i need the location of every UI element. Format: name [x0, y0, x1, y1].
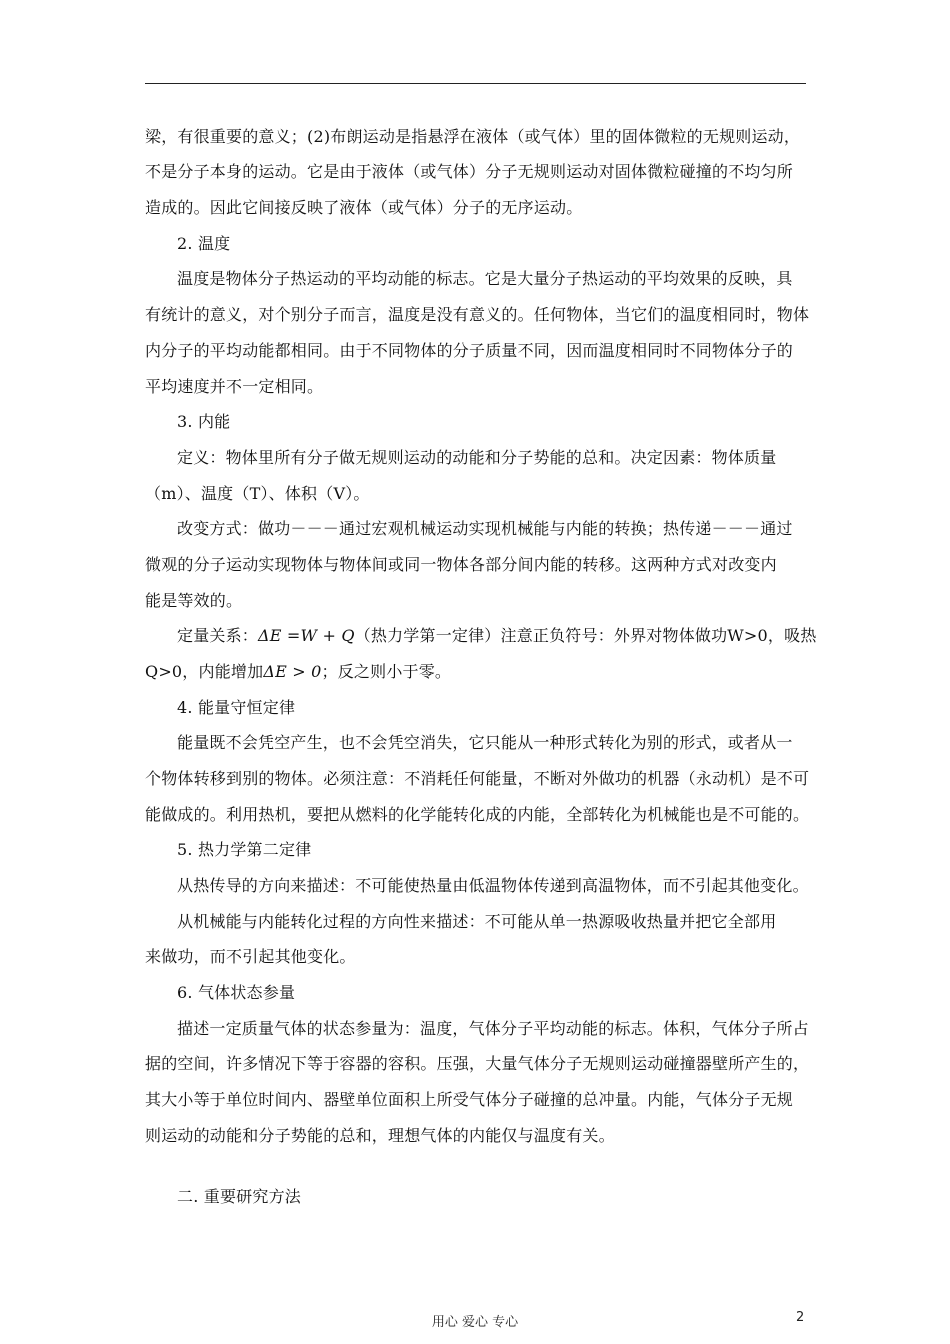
page-footer: 用心 爱心 专心: [431, 1315, 519, 1330]
paragraph-line: 能量既不会凭空产生，也不会凭空消失，它只能从一种形式转化为别的形式，或者从一: [177, 733, 793, 752]
paragraph-line: 能做成的。利用热机，要把从燃料的化学能转化成的内能，全部转化为机械能也是不可能的。: [145, 805, 810, 824]
paragraph-line: [145, 662, 451, 682]
paragraph-line: 从机械能与内能转化过程的方向性来描述：不可能从单一热源吸收热量并把它全部用: [177, 912, 777, 931]
section-heading: 6. 气体状态参量: [177, 983, 296, 1002]
paragraph-line: 从热传导的方向来描述：不可能使热量由低温物体传递到高温物体，而不引起其他变化。: [177, 876, 809, 895]
paragraph-line: 则运动的动能和分子势能的总和，理想气体的内能仅与温度有关。: [145, 1126, 615, 1145]
text-span: 定量关系：: [177, 626, 259, 645]
section-heading: 二. 重要研究方法: [177, 1187, 301, 1206]
paragraph-line: 个物体转移到别的物体。必须注意：不消耗任何能量，不断对外做功的机器（永动机）是不可: [145, 769, 810, 788]
paragraph-line: 能是等效的。: [145, 591, 243, 610]
paragraph-line: 平均速度并不一定相同。: [145, 377, 324, 396]
paragraph-line: 微观的分子运动实现物体与物体间或同一物体各部分间内能的转移。这两种方式对改变内: [145, 555, 777, 574]
paragraph-line: 梁，有很重要的意义；(2)布朗运动是指悬浮在液体（或气体）里的固体微粒的无规则运动，: [145, 127, 801, 146]
paragraph-line: 定义：物体里所有分子做无规则运动的动能和分子势能的总和。决定因素：物体质量: [177, 448, 777, 467]
text-span: （热力学第一定律）注意正负符号：外界对物体做功W>0，吸热: [354, 626, 817, 645]
paragraph-line: 描述一定质量气体的状态参量为：温度，气体分子平均动能的标志。体积，气体分子所占: [177, 1019, 809, 1038]
paragraph-line: 内分子的平均动能都相同。由于不同物体的分子质量不同，因而温度相同时不同物体分子的: [145, 341, 794, 360]
section-heading: 4. 能量守恒定律: [177, 698, 296, 717]
paragraph-line: 有统计的意义，对个别分子而言，温度是没有意义的。任何物体，当它们的温度相同时，物体: [145, 305, 810, 324]
header-rule: [145, 83, 806, 84]
paragraph-line: 据的空间，许多情况下等于容器的容积。压强，大量气体分子无规则运动碰撞器壁所产生的，: [145, 1054, 810, 1073]
paragraph-line: 温度是物体分子热运动的平均动能的标志。它是大量分子热运动的平均效果的反映，具: [177, 269, 793, 288]
paragraph-line: [177, 626, 817, 646]
text-span: Q>0，内能增加: [145, 662, 264, 681]
text-span: ；反之则小于零。: [321, 662, 452, 681]
paragraph-line: 来做功，而不引起其他变化。: [145, 947, 356, 966]
page-number: 2: [796, 1310, 805, 1325]
formula: ΔE > 0: [263, 662, 322, 681]
formula: ΔE =W + Q: [258, 626, 355, 645]
section-heading: 3. 内能: [177, 412, 231, 431]
paragraph-line: 其大小等于单位时间内、器壁单位面积上所受气体分子碰撞的总冲量。内能，气体分子无规: [145, 1090, 794, 1109]
section-heading: 2. 温度: [177, 234, 231, 253]
paragraph-line: 造成的。因此它间接反映了液体（或气体）分子的无序运动。: [145, 198, 583, 217]
paragraph-line: 改变方式：做功－－－通过宏观机械运动实现机械能与内能的转换；热传递－－－通过: [177, 519, 793, 538]
paragraph-line: （m）、温度（T）、体积（V）。: [145, 484, 370, 503]
paragraph-line: 不是分子本身的运动。它是由于液体（或气体）分子无规则运动对固体微粒碰撞的不均匀所: [145, 162, 794, 181]
section-heading: 5. 热力学第二定律: [177, 840, 312, 859]
